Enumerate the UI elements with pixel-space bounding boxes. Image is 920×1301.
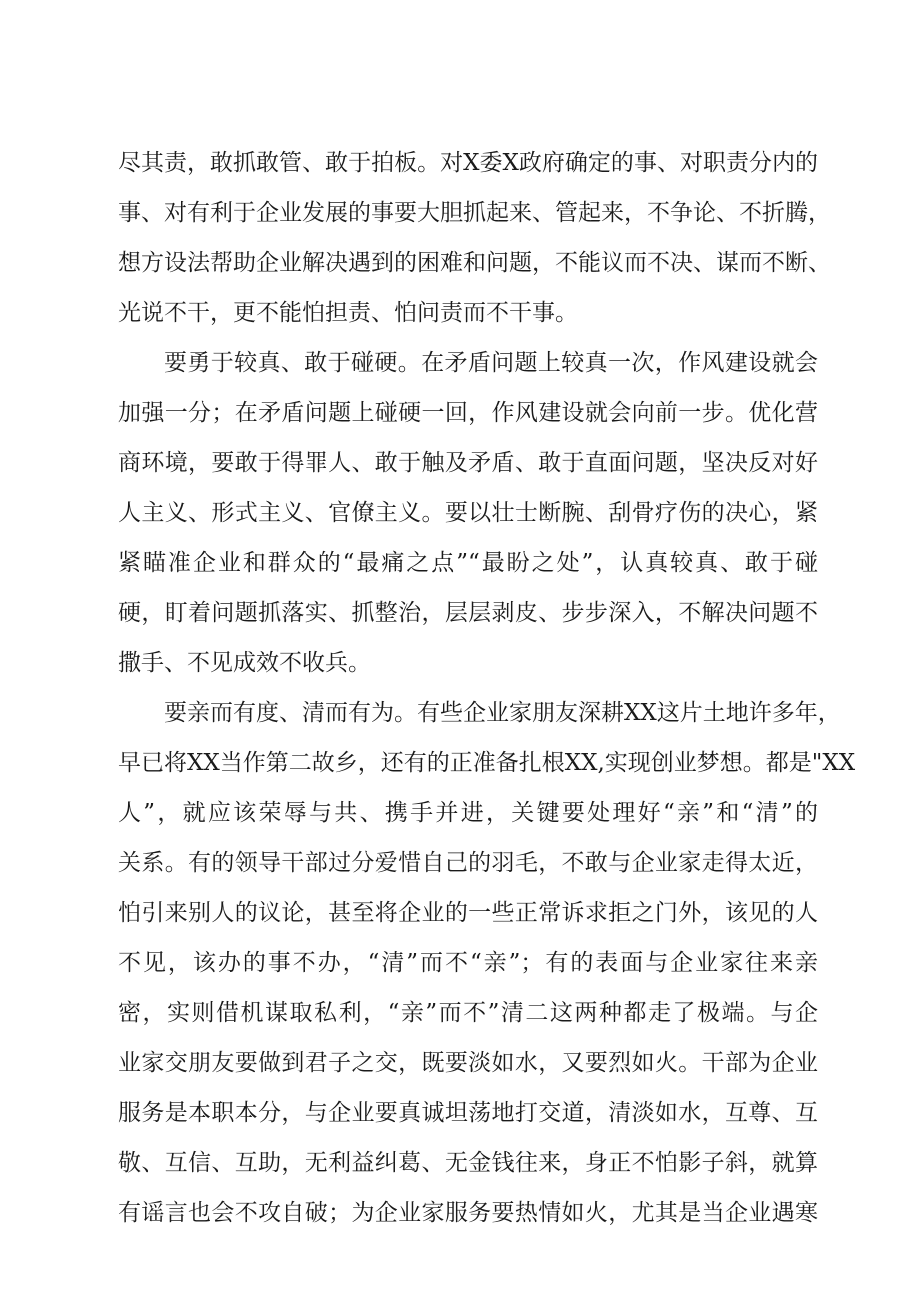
paragraph-start-line: 要亲而有度、清而有为。有些企业家朋友深耕XX这片土地许多年， <box>164 700 841 726</box>
text-line: 业家交朋友要做到君子之交，既要淡如水，又要烈如火。干部为企业 <box>118 1050 818 1076</box>
paragraph-start-line: 要勇于较真、敢于碰硬。在矛盾问题上较真一次，作风建设就会 <box>164 350 818 376</box>
text-line: 紧瞄准企业和群众的“最痛之点”“最盼之处”，认真较真、敢于碰 <box>118 550 818 576</box>
text-line: 光说不干，更不能怕担责、怕问责而不干事。 <box>118 300 578 326</box>
text-line: 不见，该办的事不办，“清”而不“亲”；有的表面与企业家往来亲 <box>118 950 818 976</box>
text-line: 想方设法帮助企业解决遇到的困难和问题，不能议而不决、谋而不断、 <box>118 250 831 276</box>
text-line: 人主义、形式主义、官僚主义。要以壮士断腕、刮骨疗伤的决心，紧 <box>118 500 818 526</box>
text-line: 密，实则借机谋取私利，“亲”而不”清二这两种都走了极端。与企 <box>118 1000 818 1026</box>
text-line: 商环境，要敢于得罪人、敢于触及矛盾、敢于直面问题，坚决反对好 <box>118 450 818 476</box>
text-line: 撒手、不见成效不收兵。 <box>118 650 371 676</box>
text-line: 服务是本职本分，与企业要真诚坦荡地打交道，清淡如水，互尊、互 <box>118 1100 818 1126</box>
text-line: 关系。有的领导干部过分爱惜自己的羽毛，不敢与企业家走得太近， <box>118 850 818 876</box>
text-line: 敬、互信、互助，无利益纠葛、无金钱往来，身正不怕影子斜，就算 <box>118 1150 818 1176</box>
text-line: 事、对有利于企业发展的事要大胆抓起来、管起来，不争论、不折腾， <box>118 200 831 226</box>
text-line: 有谣言也会不攻自破；为企业家服务要热情如火，尤其是当企业遇寒 <box>118 1200 818 1226</box>
text-line: 人”，就应该荣辱与共、携手并进，关键要处理好“亲”和“清”的 <box>118 800 818 826</box>
text-line: 早已将XX当作第二故乡，还有的正准备扎根XX,实现创业梦想。都是"XX <box>118 750 856 776</box>
text-line: 尽其责，敢抓敢管、敢于拍板。对X委X政府确定的事、对职责分内的 <box>118 150 818 176</box>
text-line: 加强一分；在矛盾问题上碰硬一回，作风建设就会向前一步。优化营 <box>118 400 818 426</box>
text-line: 硬，盯着问题抓落实、抓整治，层层剥皮、步步深入，不解决问题不 <box>118 600 818 626</box>
text-line: 怕引来别人的议论，甚至将企业的一些正常诉求拒之门外，该见的人 <box>118 900 818 926</box>
